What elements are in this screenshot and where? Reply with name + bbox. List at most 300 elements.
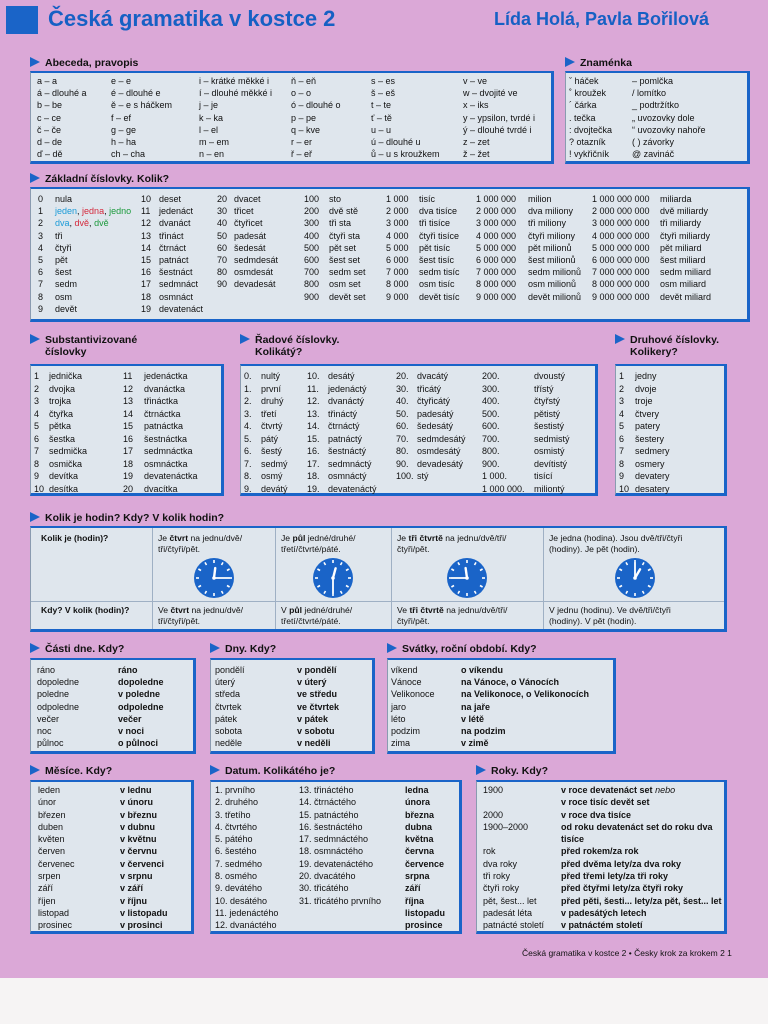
list-item: 17 (123, 446, 134, 456)
list-item: 13. (307, 408, 320, 419)
list-item: šestery (635, 433, 665, 444)
list-item: 5. (244, 433, 252, 444)
zakladni-box (30, 187, 750, 322)
list-item: 80. (396, 446, 409, 456)
list-item: 60. (396, 421, 409, 431)
list-item: 20. (396, 371, 409, 381)
roky-col-b (561, 784, 722, 932)
list-item: miliarda (660, 194, 692, 204)
list-item (561, 784, 722, 796)
table-divider (543, 528, 544, 629)
list-item: 4. (244, 421, 252, 431)
list-item: šest tisíc (419, 255, 455, 266)
list-item: 12. dvanáctého (215, 920, 277, 931)
cell-v-jednu (549, 605, 671, 627)
list-item: osmdesátý (417, 446, 461, 456)
list-item: 7. (244, 458, 252, 469)
clock-icon (446, 557, 488, 599)
list-item: tři miliardy (660, 218, 702, 229)
zak-c2-num (141, 193, 151, 315)
list-item: v noci (118, 726, 145, 737)
list-item: čtyřstý (534, 396, 560, 406)
number-variant: jeden (55, 206, 78, 217)
list-item: patnáctka (144, 421, 184, 431)
list-item: ó – dlouhé o (291, 100, 341, 111)
zak-c2-word (159, 193, 203, 315)
list-item: 16. (307, 446, 320, 456)
list-item: čtyři sta (329, 230, 361, 241)
list-item: v pondělí (297, 665, 337, 675)
cell-text: V jednu (hodinu). Ve dvě/tři/čtyři (hodiny). V pět (hodin). (549, 605, 671, 626)
cell-text: Ve (158, 605, 171, 615)
list-item: 800. (482, 446, 500, 456)
list-item: v patnáctém století (561, 920, 643, 931)
list-item: devět (55, 303, 78, 314)
list-item: ráno (118, 665, 138, 675)
list-item: 15 (141, 255, 152, 266)
abeceda-col-2 (111, 75, 172, 160)
list-item: r – er (291, 137, 313, 148)
list-item: desatery (635, 483, 670, 494)
list-item: dvacátý (417, 371, 449, 381)
list-item: 11. (307, 383, 319, 394)
list-item: v roce tisíc devět set (561, 797, 650, 808)
list-item: 1 (619, 371, 625, 381)
list-item: 8 (34, 458, 40, 469)
list-item: miliontý (534, 483, 565, 494)
svatky-col-a (391, 664, 435, 749)
list-item: zima (391, 738, 411, 749)
dny-col-a (215, 664, 245, 749)
list-item: 5. pátého (215, 834, 253, 845)
list-item: srpen (38, 871, 61, 882)
rad-c3-word (417, 370, 466, 483)
number-variant: jedno (109, 206, 132, 217)
list-item: 5 (38, 255, 44, 266)
list-item: pět tisíc (419, 242, 451, 253)
page-bottom-strip (0, 978, 768, 1024)
list-item: léto (391, 713, 406, 724)
list-item: ú – dlouhé u (371, 137, 421, 148)
list-item: o – o (291, 88, 312, 99)
cell-text: jedné/druhé/ třetí/čtvrté/páté. (281, 605, 353, 626)
list-item: dva roky (483, 858, 518, 869)
list-item: 4 000 000 000 (592, 230, 650, 241)
cell-ve-tri-ctvrte (397, 605, 507, 627)
list-item: 600. (482, 421, 500, 431)
list-item: 6 000 000 000 (592, 255, 650, 266)
list-item: dva tisíce (419, 206, 458, 217)
list-item: 40. (396, 396, 409, 406)
mesice-box (30, 780, 194, 934)
datum-col-c (405, 784, 445, 932)
list-item: w – dvojité ve (463, 88, 518, 99)
list-item: čtyřicet (234, 218, 263, 229)
list-item: před třemi lety/za tři roky (561, 871, 669, 882)
list-item: tisíce (561, 834, 585, 845)
list-item: ! vykřičník (569, 149, 610, 160)
list-item: devadesátý (417, 458, 464, 469)
substantiv-box (30, 364, 224, 496)
list-item: sedmistý (534, 433, 570, 444)
list-item: 60 (217, 242, 228, 253)
list-item: prosinec (38, 920, 73, 931)
list-item: tři roky (483, 871, 510, 882)
list-item: 9 (34, 471, 40, 481)
list-item: 100. (396, 471, 414, 481)
list-item: úterý (215, 677, 236, 688)
footer-text: Česká gramatika v kostce 2 • Česky krok za krokem 2 1 (522, 948, 732, 958)
list-item: ˚ kroužek (569, 88, 607, 99)
list-item: ˇ háček (569, 76, 599, 86)
list-item: devatery (635, 471, 670, 481)
list-item: čtvery (635, 408, 660, 419)
list-item: nula (55, 194, 73, 204)
mesice-col-b (120, 784, 168, 932)
list-item: ch – cha (111, 149, 146, 160)
list-item: 6 (38, 267, 44, 278)
table-divider (275, 528, 276, 629)
list-item: 5 000 (386, 242, 409, 253)
dru-num (619, 370, 629, 495)
list-item: devatenáct (159, 303, 204, 314)
zak-c7-word (660, 193, 711, 303)
list-item: šestistý (534, 421, 565, 431)
list-item: Velikonoce (391, 689, 435, 700)
list-item: 14. čtrnáctého (299, 797, 357, 808)
list-item: večer (37, 713, 60, 724)
list-item: 14 (141, 242, 152, 253)
list-item: osmistý (534, 446, 565, 456)
list-item: osmery (635, 458, 665, 469)
list-item: nultý (261, 371, 281, 381)
list-item: osm tisíc (419, 279, 455, 290)
list-item: desítka (49, 483, 79, 494)
mesice-col-a (38, 784, 75, 932)
list-item: 11 (141, 206, 151, 217)
list-item: v – ve (463, 76, 488, 86)
list-item: před rokem/za rok (561, 846, 639, 857)
list-item: osm (55, 291, 73, 302)
list-item: ď – dě (37, 149, 63, 160)
triangle-icon (30, 643, 40, 653)
number-variant: dvě (74, 218, 90, 229)
list-item (55, 217, 131, 229)
authors: Lída Holá, Pavla Bořilová (494, 9, 710, 29)
list-item: čtyři tisíce (419, 230, 460, 241)
list-item: troje (635, 396, 653, 406)
list-item: v úterý (297, 677, 327, 688)
list-item: 12 (123, 383, 134, 394)
list-item: šestka (49, 433, 76, 444)
list-item: f – ef (111, 112, 132, 123)
list-item: šest miliard (660, 255, 706, 266)
list-item: devět miliard (660, 291, 712, 302)
list-item: t – te (371, 100, 392, 111)
list-item: patery (635, 421, 661, 431)
list-item: čtyři miliony (528, 230, 576, 241)
hodin-box (30, 526, 727, 632)
list-item: devadesát (234, 279, 276, 290)
list-item: _ podtržítko (632, 100, 680, 111)
list-item: tisící (534, 471, 553, 481)
zak-c3-num (217, 193, 227, 291)
list-item: 3 (619, 396, 625, 406)
list-item: čtyřka (49, 408, 74, 419)
table-divider (31, 601, 724, 602)
section-title-radove: Řadové číslovky. Kolikátý? (240, 334, 339, 358)
list-item: 2 (34, 383, 40, 394)
list-item: pět set (329, 242, 357, 253)
list-item: půlnoc (37, 738, 64, 749)
list-item: tři tisíce (419, 218, 451, 229)
list-item: březen (38, 809, 66, 820)
dny-box (210, 658, 375, 754)
list-item: ve středu (297, 689, 338, 700)
section-title-mesice: Měsíce. Kdy? (30, 765, 112, 777)
list-item: čtyři miliardy (660, 230, 711, 241)
title-accent-bar (6, 6, 38, 34)
triangle-icon (30, 173, 40, 183)
list-item: říjen (38, 895, 56, 906)
list-item: první (261, 383, 282, 394)
list-item: osmnáct (159, 291, 194, 302)
list-item: 1. (244, 383, 252, 394)
list-item: – pomlčka (632, 76, 674, 86)
list-item: od roku devatenáct set do roku dva (561, 821, 713, 832)
cell-v-pul (281, 605, 352, 627)
list-item: 700 (304, 267, 320, 278)
list-item: devatenáctka (144, 471, 198, 481)
zak-c4-num (304, 193, 319, 303)
abeceda-box (30, 71, 554, 164)
triangle-icon (30, 334, 40, 344)
list-item: 6. (244, 446, 252, 456)
list-item: na jaře (461, 701, 491, 712)
list-item: devítka (49, 471, 79, 481)
list-item: jaro (391, 701, 407, 712)
list-item: o víkendu (461, 665, 504, 675)
list-item: května (405, 834, 434, 845)
triangle-icon (476, 765, 486, 775)
sub-c2-num (123, 370, 133, 495)
list-item: 8. osmého (215, 871, 258, 882)
list-item: 13 (123, 396, 134, 406)
list-item: devět set (329, 291, 366, 302)
datum-box (210, 780, 462, 934)
list-item: 7 000 (386, 267, 409, 278)
list-item: q – kve (291, 124, 321, 135)
list-item: v únoru (120, 797, 153, 808)
list-item: d – de (37, 137, 63, 148)
list-item: duben (38, 821, 64, 832)
list-item: 10 (34, 483, 45, 494)
list-item: 20 (217, 194, 228, 204)
list-item: 20. dvacátého (299, 871, 356, 882)
triangle-icon (210, 643, 220, 653)
list-item: ě – e s háčkem (111, 100, 173, 111)
list-item: čtyři (55, 242, 72, 253)
cell-text: jedné/druhé/ třetí/čtvrté/páté. (281, 533, 356, 554)
list-item: 12 (141, 218, 152, 229)
list-item: osm miliard (660, 279, 707, 290)
list-item: ý – dlouhé tvrdé i (463, 124, 532, 135)
list-item: v červnu (120, 846, 158, 857)
list-item: 11. jedenáctého (215, 907, 279, 918)
list-item: v roce dva tisíce (561, 809, 632, 820)
list-item: třicátý (417, 383, 442, 394)
zak-c7-num (592, 193, 650, 303)
list-item: 600 (304, 255, 320, 266)
list-item: 1900 (483, 785, 504, 795)
list-item: c – ce (37, 112, 62, 123)
list-item: jedenáct (159, 206, 194, 217)
list-item: červen (38, 846, 66, 857)
cell-pul (281, 533, 356, 555)
list-item: 90 (217, 279, 228, 290)
list-item: 9. (244, 483, 252, 494)
list-item: desátý (328, 371, 355, 381)
list-item: l – el (199, 124, 219, 135)
list-item: středa (215, 689, 241, 700)
list-item: 4 (34, 408, 40, 419)
list-item: sedmdesátý (417, 433, 466, 444)
cell-text: tři čtvrtě (408, 533, 443, 543)
list-item: v prosinci (120, 920, 163, 931)
list-item: 12. (307, 396, 320, 406)
section-title-abeceda: Abeceda, pravopis (30, 57, 138, 69)
list-item: čtyři roky (483, 883, 519, 894)
list-item: listopadu (405, 907, 445, 918)
list-item: 3 000 000 (476, 218, 517, 229)
svatky-box (387, 658, 616, 754)
list-item: padesát léta (483, 907, 533, 918)
list-item: jedenáctý (328, 383, 367, 394)
list-item: dvě stě (329, 206, 359, 217)
list-item: sobota (215, 726, 243, 737)
list-item: třináctka (144, 396, 179, 406)
list-item: ( ) závorky (632, 137, 675, 148)
list-item: šest set (329, 255, 361, 266)
list-item: 31. třicátého prvního (299, 895, 382, 906)
list-item: v poledne (118, 689, 161, 700)
cell-text: na jednu/dvě/tři/ čtyři/pět. (397, 605, 508, 626)
list-item: e – e (111, 76, 132, 86)
list-item (483, 833, 544, 845)
list-item: dvojka (49, 383, 76, 394)
list-item: 90. (396, 458, 409, 469)
list-item: ledna (405, 785, 429, 795)
list-item: 7 (34, 446, 40, 456)
list-item: 4 000 000 (476, 230, 517, 241)
list-item: třetí (261, 408, 277, 419)
list-item: 19 (123, 471, 134, 481)
list-item: dvanáctka (144, 383, 186, 394)
list-item: 200 (304, 206, 320, 217)
list-item: v listopadu (120, 907, 168, 918)
znamenka-box (565, 71, 750, 164)
list-item: devět tisíc (419, 291, 460, 302)
cell-ve-ctvrt (158, 605, 243, 627)
list-item: v květnu (120, 834, 157, 845)
list-item: 15. (307, 433, 320, 444)
list-item: tři miliony (528, 218, 567, 229)
list-item: 5 000 000 000 (592, 242, 650, 253)
list-item: červenec (38, 858, 75, 869)
radove-box (240, 364, 598, 496)
list-item: 3. (244, 408, 252, 419)
list-item: 18. (307, 471, 320, 481)
list-item: pondělí (215, 665, 245, 675)
clock-icon (312, 557, 354, 599)
list-item: října (405, 895, 425, 906)
list-item: 13 (141, 230, 152, 241)
zak-c1-num (38, 193, 43, 315)
list-item: ráno (37, 665, 56, 675)
list-item: července (405, 858, 445, 869)
list-item: pětistý (534, 408, 561, 419)
list-item: 15. patnáctého (299, 809, 359, 820)
list-item: osmnáctka (144, 458, 188, 469)
list-item: 19. (307, 483, 320, 494)
list-item: šest (55, 267, 72, 278)
list-item: m – em (199, 137, 230, 148)
list-item: dvoje (635, 383, 657, 394)
cell-text: Je (158, 533, 170, 543)
list-item: pět miliard (660, 242, 702, 253)
list-item: pětka (49, 421, 72, 431)
list-item: sedm miliard (660, 267, 712, 278)
cell-text: čtvrt (170, 605, 190, 615)
list-item: 20 (123, 483, 134, 494)
list-item: patnáct (159, 255, 189, 266)
list-item: 3 000 000 000 (592, 218, 650, 229)
number-variant: , (77, 206, 83, 217)
list-item: padesátý (417, 408, 454, 419)
roky-box (476, 780, 727, 934)
list-item: 7 000 000 (476, 267, 517, 278)
list-item: 1 000 000 000 (592, 194, 650, 204)
table-divider (391, 528, 392, 629)
list-item: 11 (123, 371, 133, 381)
list-item: osm set (329, 279, 361, 290)
triangle-icon (565, 57, 575, 67)
list-item: 13. třináctého (299, 785, 354, 795)
list-item: ň – eň (291, 76, 317, 86)
list-item: dvacítka (144, 483, 178, 494)
list-item: 70. (396, 433, 409, 444)
list-item: k – ka (199, 112, 224, 123)
list-item: 6 000 (386, 255, 409, 266)
dny-col-b (297, 664, 339, 749)
list-item: @ zavináč (632, 149, 675, 160)
question-kolik (41, 533, 108, 544)
list-item: 2 000 (386, 206, 409, 217)
list-item: leden (38, 785, 61, 795)
list-item: neděle (215, 738, 243, 749)
list-item: třináctý (328, 408, 358, 419)
list-item: 0 (38, 194, 44, 204)
list-item: před dvěma lety/za dva roky (561, 858, 682, 869)
list-item: třináct (159, 230, 184, 241)
list-item: na podzim (461, 726, 506, 737)
list-item: dvě miliardy (660, 206, 709, 217)
list-item: víkend (391, 665, 418, 675)
list-item: milion (528, 194, 552, 204)
list-item: deset (159, 194, 182, 204)
list-item: sto (329, 194, 342, 204)
list-item: 1900–2000 (483, 821, 529, 832)
